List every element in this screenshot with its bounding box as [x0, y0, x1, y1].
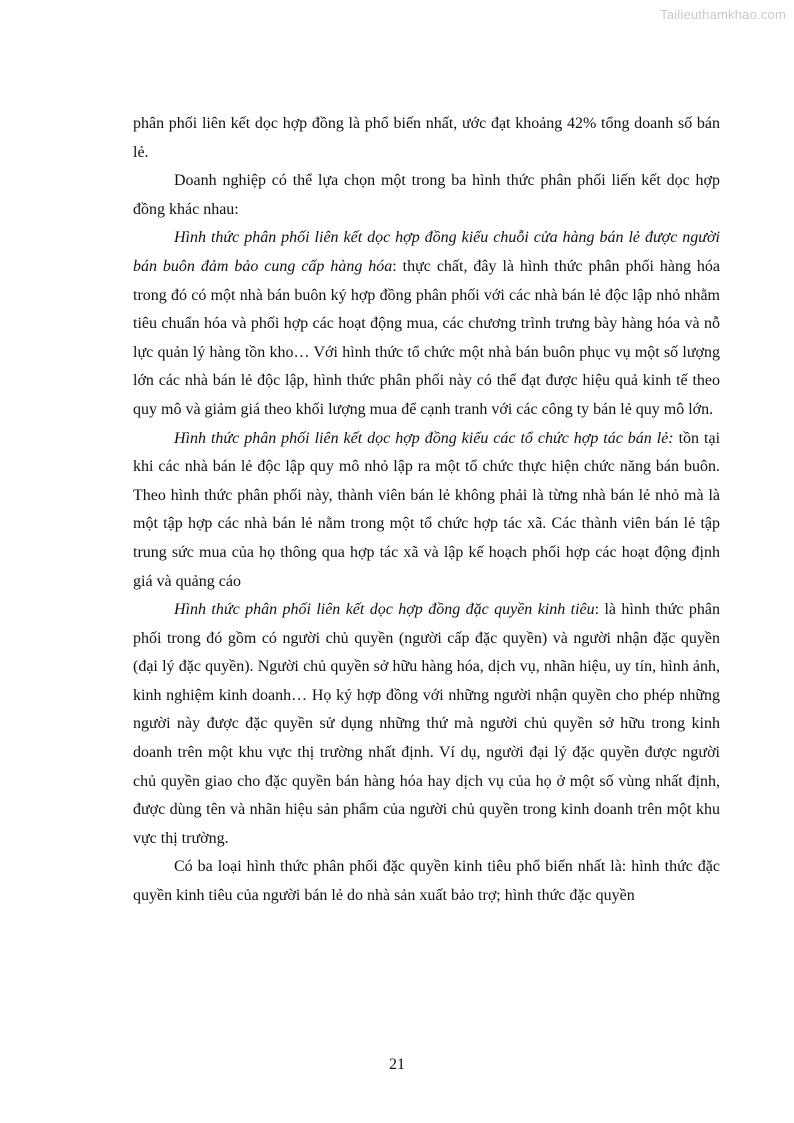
paragraph-text: : là hình thức phân phối trong đó gồm có người chủ quyền (người cấp đặc quyền) và người nhận đặc quyền (đại lý đặc quyền). Người chủ quyền sở hữu hàng hóa, dịch vụ, nhãn hiệu, uy tín, hình ảnh, kinh nghiệm kinh doanh… Họ ký hợp đồng với những người nhận quyền cho phép những người này được đặc quyền sử dụng những thứ mà người chủ quyền sở hữu trong kinh doanh trên một khu vực thị trường nhất định. Ví dụ, người đại lý đặc quyền được người chủ quyền giao cho đặc quyền bán hàng hóa hay dịch vụ của họ ở một số vùng nhất định, được dùng tên và nhãn hiệu sản phẩm của người chủ quyền trong kinh doanh trên một khu vực thị trường. — [133, 601, 720, 847]
paragraph-text: Có ba loại hình thức phân phối đặc quyền kinh tiêu phổ biến nhất là: hình thức đặc quyền kinh tiêu của người bán lẻ do nhà sản xuất bảo trợ; hình thức đặc quyền — [133, 858, 720, 905]
paragraph-text: : thực chất, đây là hình thức phân phối hàng hóa trong đó có một nhà bán buôn ký hợp đồng phân phối với các nhà bán lẻ độc lập nhỏ nhằm tiêu chuẩn hóa và phối hợp các hoạt động mua, các chương trình trưng bày hàng hóa và nỗ lực quản lý hàng tồn kho… Với hình thức tổ chức một nhà bán buôn phục vụ một số lượng lớn các nhà bán lẻ độc lập, hình thức phân phối này có thể đạt được hiệu quả kinh tế theo quy mô và giảm giá theo khối lượng mua để cạnh tranh với các công ty bán lẻ quy mô lớn. — [133, 257, 721, 418]
paragraph-text: phân phối liên kết dọc hợp đồng là phổ biến nhất, ước đạt khoảng 42% tổng doanh số bán lẻ. — [133, 115, 720, 161]
page-number: 21 — [389, 1056, 405, 1073]
paragraph-text: tồn tại khi các nhà bán lẻ độc lập quy mô nhỏ lập ra một tổ chức thực hiện chức năng bán buôn. Theo hình thức phân phối này, thành viên bán lẻ không phải là từng nhà bán lẻ nhỏ mà là một tập hợp các nhà bán lẻ nằm trong một tổ chức hợp tác xã. Các thành viên bán lẻ tập trung sức mua của họ thông qua hợp tác xã và lập kế hoạch phối hợp các hoạt động định giá và quảng cáo — [133, 429, 721, 590]
watermark: Tailieuthamkhao.com — [660, 7, 786, 22]
page-body — [133, 110, 720, 911]
paragraph-franchise-types — [133, 853, 720, 910]
paragraph-intro — [133, 167, 720, 224]
paragraph-retail-chain — [133, 224, 720, 424]
paragraph-continuation — [133, 110, 720, 167]
paragraph-franchise — [133, 596, 720, 853]
paragraph-italic-lead: Hình thức phân phối liên kết dọc hợp đồng đặc quyền kinh tiêu — [174, 601, 595, 619]
paragraph-text: Doanh nghiệp có thể lựa chọn một trong ba hình thức phân phối liến kết dọc hợp đồng khác nhau: — [133, 172, 720, 218]
paragraph-italic-lead: Hình thức phân phối liên kết dọc hợp đồng kiểu chuỗi cửa hàng bán lẻ được người bán buôn đảm bảo cung cấp hàng hóa — [133, 229, 720, 275]
paragraph-retail-cooperative — [133, 425, 720, 597]
paragraph-italic-lead: Hình thức phân phối liên kết dọc hợp đồng kiểu các tổ chức hợp tác bán lẻ: — [174, 429, 674, 447]
